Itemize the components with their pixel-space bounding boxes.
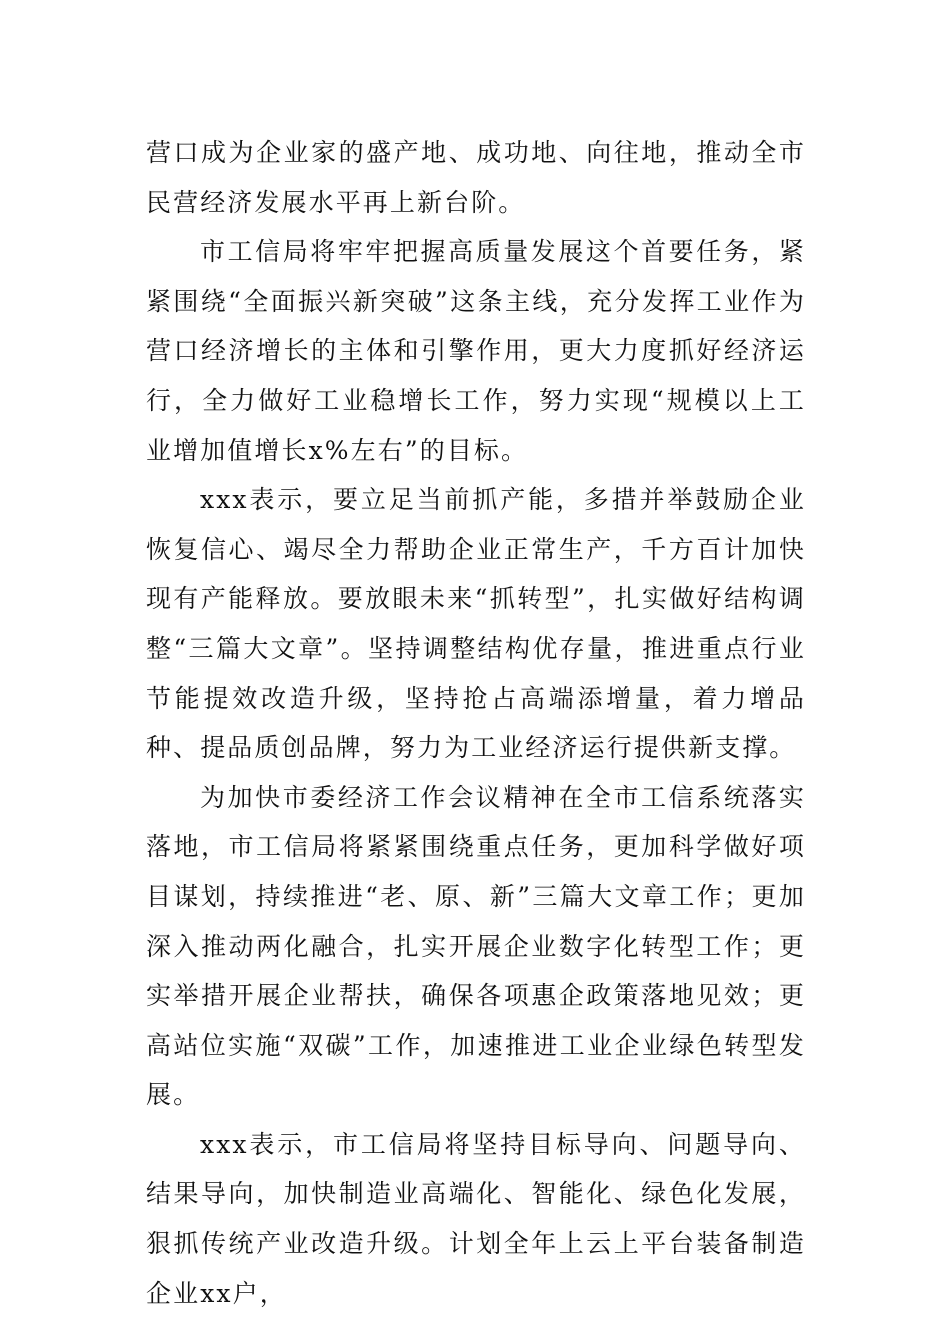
paragraph-5: xxx表示，市工信局将坚持目标导向、问题导向、结果导向，加快制造业高端化、智能化、绿色化发展，狠抓传统产业改造升级。计划全年上云上平台装备制造企业xx户，: [146, 1129, 806, 1308]
paragraph-1: 营口成为企业家的盛产地、成功地、向往地，推动全市民营经济发展水平再上新台阶。: [146, 138, 806, 217]
paragraph-4: 为加快市委经济工作会议精神在全市工信系统落实落地，市工信局将紧紧围绕重点任务，更加科学做好项目谋划，持续推进“老、原、新”三篇大文章工作；更加深入推动两化融合，扎实开展企业数字化转型工作；更实举措开展企业帮扶，确保各项惠企政策落地见效；更高站位实施“双碳”工作，加速推进工业企业绿色转型发展。: [146, 782, 806, 1110]
paragraph-2: 市工信局将牢牢把握高质量发展这个首要任务，紧紧围绕“全面振兴新突破”这条主线，充分发挥工业作为营口经济增长的主体和引擎作用，更大力度抓好经济运行，全力做好工业稳增长工作，努力实现“规模以上工业增加值增长x%左右”的目标。: [146, 237, 806, 465]
body-text: [146, 128, 806, 1318]
paragraph-3: xxx表示，要立足当前抓产能，多措并举鼓励企业恢复信心、竭尽全力帮助企业正常生产，千方百计加快现有产能释放。要放眼未来“抓转型”，扎实做好结构调整“三篇大文章”。坚持调整结构优存量，推进重点行业节能提效改造升级，坚持抢占高端添增量，着力增品种、提品质创品牌，努力为工业经济运行提供新支撑。: [146, 485, 806, 763]
